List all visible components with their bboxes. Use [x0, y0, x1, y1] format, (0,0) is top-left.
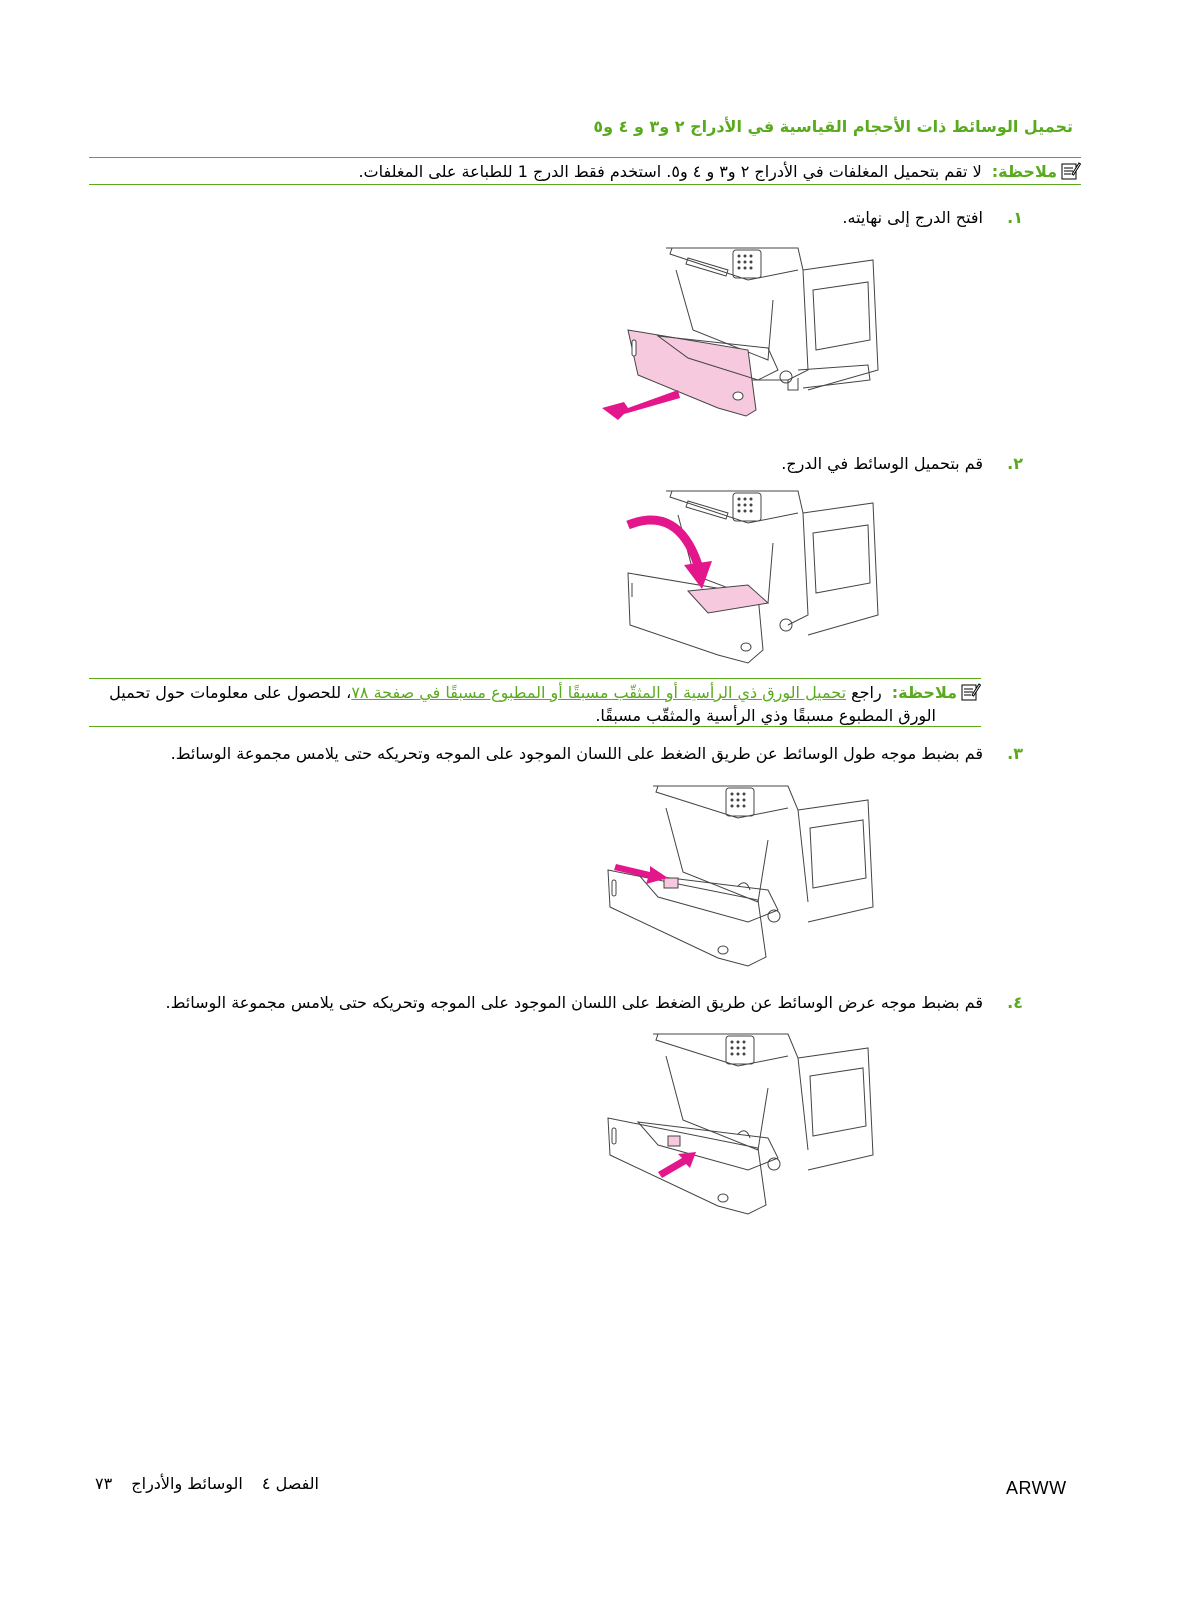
- step-number: ٢.: [1007, 454, 1023, 473]
- page-number: ٧٣: [95, 1474, 113, 1493]
- note-label: ملاحظة:: [891, 683, 957, 702]
- note-text-pre: راجع: [851, 683, 882, 702]
- footer-chapter-info: [81, 1474, 319, 1493]
- step-2: [781, 454, 1023, 473]
- footer-doc-code: ARWW: [1006, 1478, 1067, 1498]
- note-envelopes: [89, 157, 1081, 185]
- printer-length-guide-illustration: [598, 782, 888, 972]
- printer-load-paper-illustration: [598, 485, 888, 670]
- step-text: قم بضبط موجه طول الوسائط عن طريق الضغط على اللسان الموجود على الموجه وتحريكه حتى يلامس مجموعة الوسائط.: [170, 744, 983, 763]
- step-number: ١.: [1007, 208, 1023, 227]
- step-1: [842, 208, 1023, 227]
- note-text: لا تقم بتحميل المغلفات في الأدراج ٢ و٣ و ٤ و٥. استخدم فقط الدرج 1 للطباعة على المغلفات.: [358, 162, 982, 181]
- note-label: ملاحظة:: [991, 162, 1057, 181]
- step-number: ٣.: [1007, 744, 1023, 763]
- note-text-line2: الورق المطبوع مسبقًا وذي الرأسية والمثقّب مسبقًا.: [595, 706, 936, 725]
- step-text: قم بتحميل الوسائط في الدرج.: [781, 454, 983, 473]
- footer-chapter: الفصل ٤: [261, 1474, 319, 1493]
- printer-width-guide-illustration: [598, 1030, 888, 1220]
- note-text-post: ، للحصول على معلومات حول تحميل: [109, 683, 352, 702]
- printer-tray-open-illustration: [598, 240, 888, 422]
- preprinted-paper-link[interactable]: تحميل الورق ذي الرأسية أو المثقّب مسبقًا أو المطبوع مسبقًا في صفحة ٧٨: [351, 683, 847, 702]
- step-number: ٤.: [1007, 993, 1023, 1012]
- note-pencil-icon: [1061, 161, 1081, 180]
- note-pencil-icon: [961, 682, 981, 701]
- section-heading: تحميل الوسائط ذات الأحجام القياسية في الأدراج ٢ و٣ و ٤ و٥: [593, 117, 1073, 136]
- step-3: [170, 744, 1023, 763]
- step-text: افتح الدرج إلى نهايته.: [842, 208, 983, 227]
- step-text: قم بضبط موجه عرض الوسائط عن طريق الضغط على اللسان الموجود على الموجه وتحريكه حتى يلامس مجموعة الوسائط.: [165, 993, 983, 1012]
- step-4: [165, 993, 1023, 1012]
- footer-title: الوسائط والأدراج: [131, 1474, 243, 1493]
- note-preprinted-paper: [89, 678, 981, 727]
